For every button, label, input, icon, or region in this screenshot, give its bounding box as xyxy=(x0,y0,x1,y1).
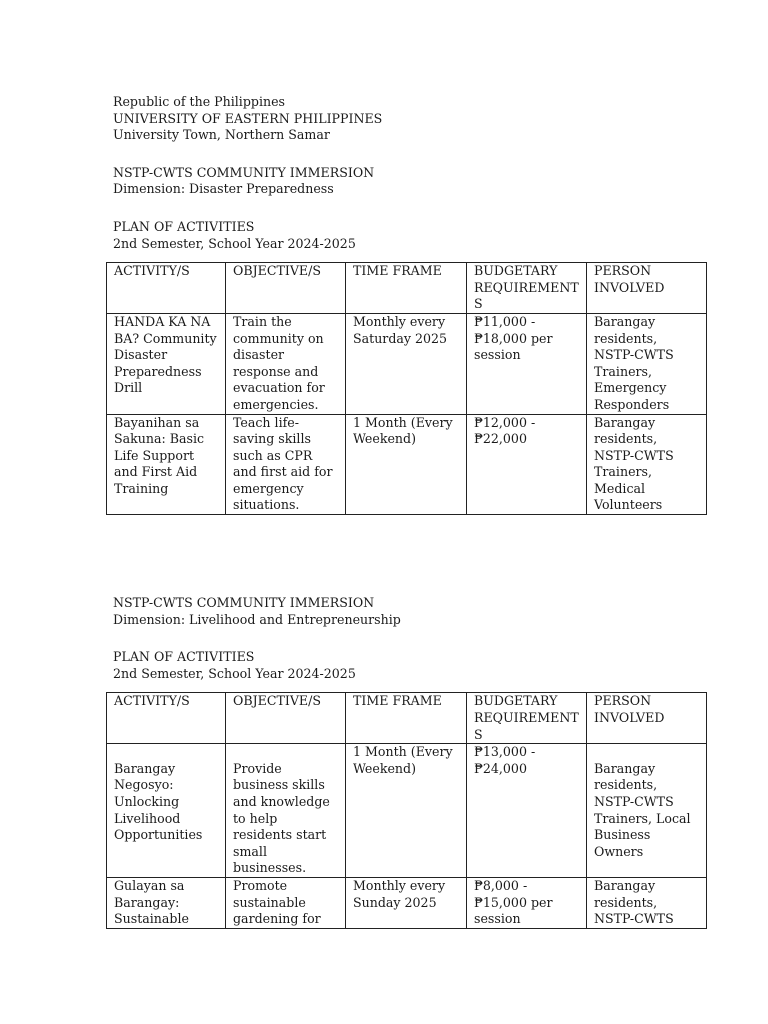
cell-line: Business xyxy=(594,827,651,843)
cell-line: gardening for xyxy=(233,911,321,927)
column-header xyxy=(587,693,707,744)
cell-line: Livelihood xyxy=(114,810,181,826)
cell-line: Trainers, Local xyxy=(594,810,691,826)
activity-cell xyxy=(107,313,226,414)
cell-line: businesses. xyxy=(233,860,307,876)
cell-line: Disaster xyxy=(114,347,168,363)
cell-line: and First Aid xyxy=(114,464,198,480)
column-header-line: BUDGETARY xyxy=(474,263,558,279)
cell-line: Sakuna: Basic xyxy=(114,431,205,447)
cell-line: Drill xyxy=(114,380,143,396)
cell-line: Provide xyxy=(233,760,282,776)
cell-line: 1 Month (Every xyxy=(353,414,453,430)
cell-line: Promote xyxy=(233,877,288,893)
persons-cell xyxy=(587,877,707,928)
column-header-line: BUDGETARY xyxy=(474,693,558,709)
table-row xyxy=(107,414,707,515)
column-header-line: OBJECTIVE/S xyxy=(233,693,321,709)
column-header-line: S xyxy=(474,296,483,312)
cell-line: Responders xyxy=(594,396,670,412)
cell-line: saving skills xyxy=(233,431,311,447)
semester-line: 2nd Semester, School Year 2024-2025 xyxy=(113,665,356,681)
cell-line: Monthly every xyxy=(353,877,446,893)
column-header-line: REQUIREMENT xyxy=(474,709,579,725)
column-header xyxy=(226,263,346,314)
cell-line: response and xyxy=(233,363,319,379)
cell-line: Gulayan sa xyxy=(114,877,185,893)
cell-line: Barangay: xyxy=(114,894,180,910)
cell-line: ₱13,000 - xyxy=(474,744,536,760)
column-header xyxy=(226,693,346,744)
timeframe-cell xyxy=(346,313,467,414)
cell-line: community on xyxy=(233,330,324,346)
cell-line: residents, xyxy=(594,330,658,346)
persons-cell xyxy=(587,414,707,515)
cell-line: Barangay xyxy=(594,877,656,893)
university-address: University Town, Northern Samar xyxy=(113,127,330,143)
cell-line: NSTP-CWTS xyxy=(594,793,674,809)
cell-line: to help xyxy=(233,810,278,826)
cell-line: session xyxy=(474,911,521,927)
column-header xyxy=(467,263,587,314)
activity-cell xyxy=(107,744,226,878)
cell-line: Barangay xyxy=(114,760,176,776)
cell-line: session xyxy=(474,347,521,363)
section-program-title: NSTP-CWTS COMMUNITY IMMERSION xyxy=(113,164,375,180)
cell-line: ₱22,000 xyxy=(474,431,527,447)
cell-line: Weekend) xyxy=(353,760,416,776)
document-header-block xyxy=(113,94,674,515)
budget-cell xyxy=(467,414,587,515)
table-row xyxy=(107,877,707,928)
column-header-line: REQUIREMENT xyxy=(474,279,579,295)
cell-line: HANDA KA NA xyxy=(114,313,211,329)
cell-line: Barangay xyxy=(594,414,656,430)
cell-line: NSTP-CWTS xyxy=(594,347,674,363)
section-dimension: Dimension: Disaster Preparedness xyxy=(113,181,334,197)
column-header xyxy=(107,693,226,744)
column-header-line: PERSON xyxy=(594,693,652,709)
cell-line: Trainers, xyxy=(594,363,653,379)
objective-cell xyxy=(226,414,346,515)
cell-line: Monthly every xyxy=(353,313,446,329)
column-header-line: TIME FRAME xyxy=(353,693,442,709)
cell-line: Saturday 2025 xyxy=(353,330,448,346)
cell-line: Trainers, xyxy=(594,464,653,480)
column-header xyxy=(587,263,707,314)
cell-line: residents, xyxy=(594,777,658,793)
cell-line: Preparedness xyxy=(114,363,202,379)
cell-line xyxy=(594,744,702,761)
country-line: Republic of the Philippines xyxy=(113,94,286,109)
timeframe-cell xyxy=(346,877,467,928)
cell-line: Life Support xyxy=(114,447,195,463)
cell-line: NSTP-CWTS xyxy=(594,911,674,927)
cell-line: Barangay xyxy=(594,313,656,329)
cell-line: disaster xyxy=(233,347,285,363)
objective-cell xyxy=(226,877,346,928)
cell-line: BA? Community xyxy=(114,330,217,346)
cell-line: ₱18,000 per xyxy=(474,330,553,346)
column-header-line: ACTIVITY/S xyxy=(114,263,190,279)
activity-cell xyxy=(107,414,226,515)
objective-cell xyxy=(226,313,346,414)
table-header-row xyxy=(107,693,707,744)
column-header-line: ACTIVITY/S xyxy=(114,693,190,709)
cell-line: such as CPR xyxy=(233,447,313,463)
cell-line: Medical xyxy=(594,480,646,496)
column-header xyxy=(467,693,587,744)
budget-cell xyxy=(467,313,587,414)
cell-line: ₱12,000 - xyxy=(474,414,536,430)
cell-line: emergencies. xyxy=(233,396,319,412)
cell-line: sustainable xyxy=(233,894,306,910)
cell-line: NSTP-CWTS xyxy=(594,447,674,463)
cell-line: Teach life- xyxy=(233,414,299,430)
column-header-line: INVOLVED xyxy=(594,709,665,725)
cell-line: Opportunities xyxy=(114,827,203,843)
cell-line: Sustainable xyxy=(114,911,189,927)
cell-line: ₱11,000 - xyxy=(474,313,536,329)
column-header-line: OBJECTIVE/S xyxy=(233,263,321,279)
timeframe-cell xyxy=(346,414,467,515)
timeframe-cell xyxy=(346,744,467,878)
cell-line xyxy=(233,744,341,761)
column-header xyxy=(346,693,467,744)
plan-title: PLAN OF ACTIVITIES xyxy=(113,649,255,665)
cell-line: and knowledge xyxy=(233,793,330,809)
university-name: UNIVERSITY OF EASTERN PHILIPPINES xyxy=(113,110,383,126)
cell-line: ₱8,000 - xyxy=(474,877,528,893)
cell-line: Owners xyxy=(594,843,644,859)
cell-line: Weekend) xyxy=(353,431,416,447)
cell-line: Barangay xyxy=(594,760,656,776)
budget-cell xyxy=(467,877,587,928)
activity-cell xyxy=(107,877,226,928)
cell-line xyxy=(114,744,221,761)
section-program-title: NSTP-CWTS COMMUNITY IMMERSION xyxy=(113,595,375,610)
section-dimension: Dimension: Livelihood and Entrepreneurship xyxy=(113,611,401,627)
cell-line: Bayanihan sa xyxy=(114,414,200,430)
cell-line: Volunteers xyxy=(594,497,663,513)
plan-title: PLAN OF ACTIVITIES xyxy=(113,218,255,234)
cell-line: Sunday 2025 xyxy=(353,894,437,910)
cell-line: small xyxy=(233,843,267,859)
table-row xyxy=(107,313,707,414)
cell-line: situations. xyxy=(233,497,300,513)
cell-line: ₱15,000 per xyxy=(474,894,553,910)
semester-line: 2nd Semester, School Year 2024-2025 xyxy=(113,235,356,251)
cell-line: Training xyxy=(114,480,169,496)
activities-table xyxy=(106,692,707,928)
cell-line: residents, xyxy=(594,431,658,447)
objective-cell xyxy=(226,744,346,878)
cell-line: Negosyo: xyxy=(114,777,174,793)
column-header xyxy=(346,263,467,314)
cell-line: 1 Month (Every xyxy=(353,744,453,760)
section-block-2 xyxy=(113,595,691,929)
cell-line: evacuation for xyxy=(233,380,325,396)
cell-line: business skills xyxy=(233,777,325,793)
cell-line: ₱24,000 xyxy=(474,760,527,776)
table-header-row xyxy=(107,263,707,314)
cell-line: Unlocking xyxy=(114,793,180,809)
activities-table xyxy=(106,262,707,515)
persons-cell xyxy=(587,744,707,878)
column-header-line: INVOLVED xyxy=(594,279,665,295)
cell-line: residents, xyxy=(594,894,658,910)
cell-line: emergency xyxy=(233,480,304,496)
cell-line: Emergency xyxy=(594,380,667,396)
cell-line: and first aid for xyxy=(233,464,333,480)
column-header-line: TIME FRAME xyxy=(353,263,442,279)
column-header-line: S xyxy=(474,726,483,742)
cell-line: residents start xyxy=(233,827,327,843)
cell-line: Train the xyxy=(233,313,292,329)
budget-cell xyxy=(467,744,587,878)
column-header-line: PERSON xyxy=(594,263,652,279)
column-header xyxy=(107,263,226,314)
persons-cell xyxy=(587,313,707,414)
table-row xyxy=(107,744,707,878)
